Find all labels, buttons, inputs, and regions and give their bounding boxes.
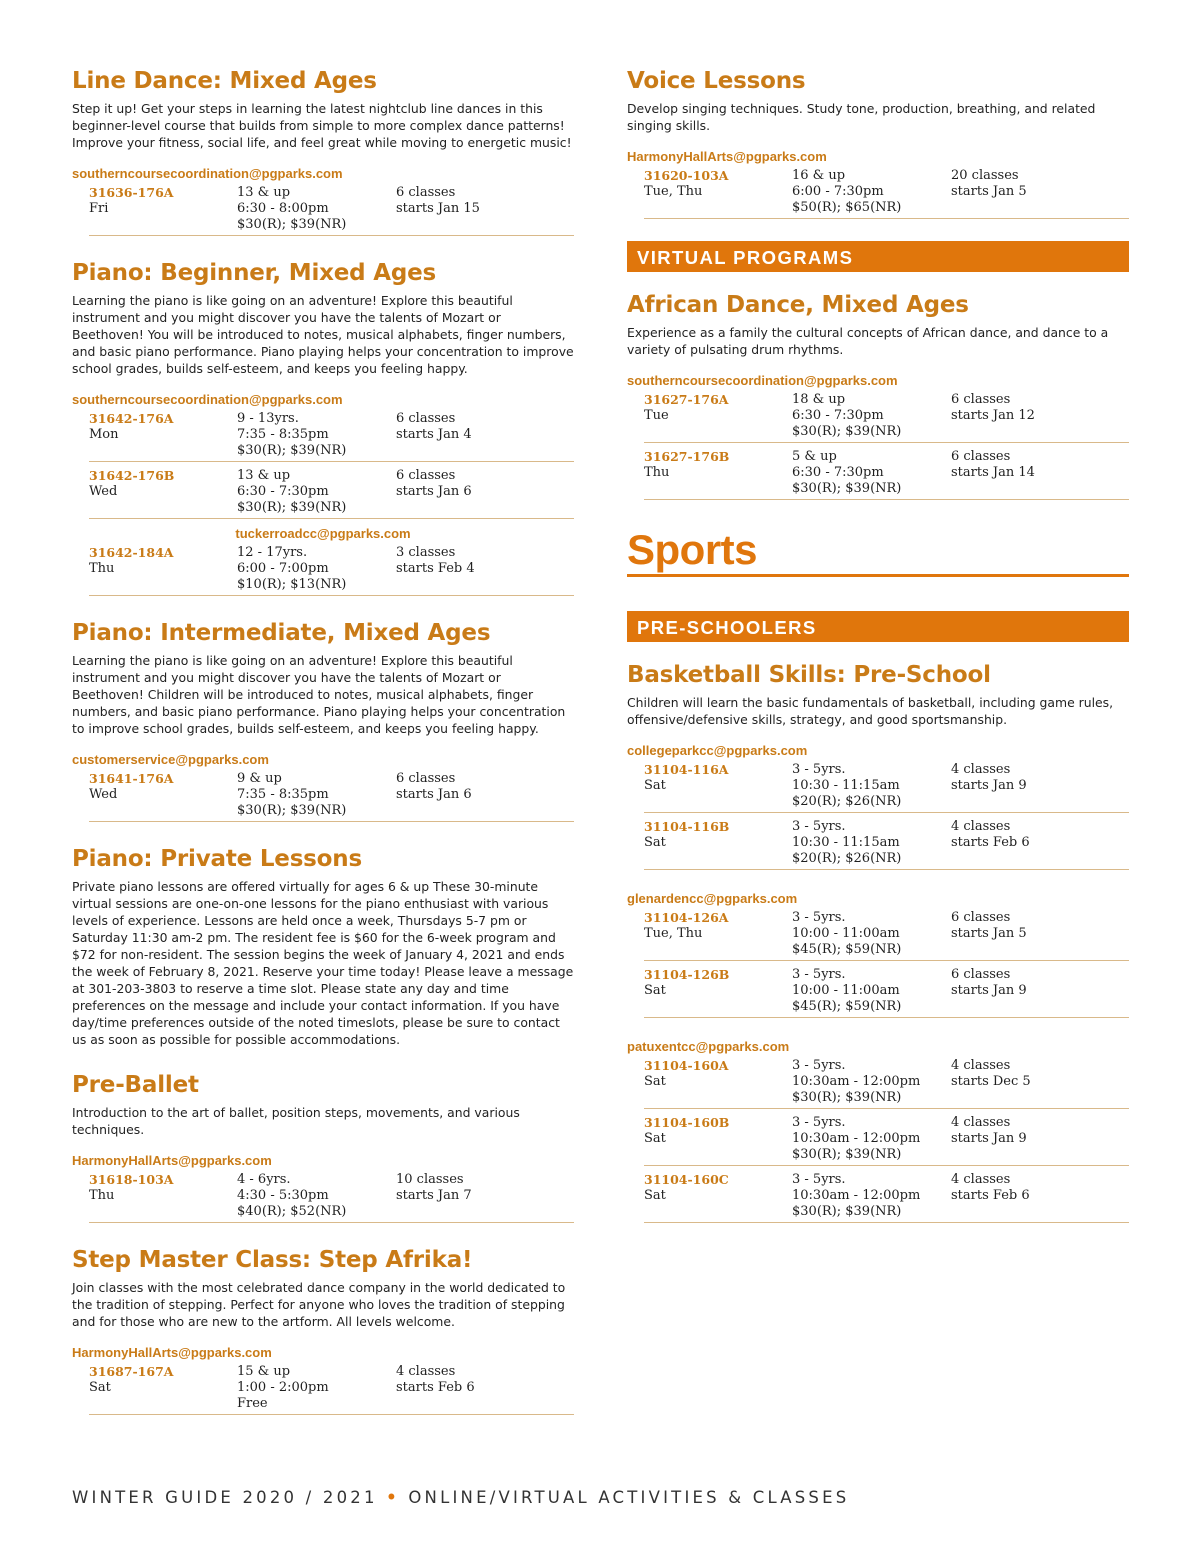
course-classes: 6 classes	[951, 449, 1011, 464]
course-days: Fri	[89, 201, 109, 216]
course-age: 13 & up	[237, 468, 291, 483]
course-age: 15 & up	[237, 1364, 291, 1379]
course-fee: $45(R); $59(NR)	[792, 942, 902, 957]
course-code: 31104-116B	[644, 819, 730, 834]
course-start: starts Jan 14	[951, 465, 1035, 480]
contact-email[interactable]: southerncoursecoordination@pgparks.com	[72, 166, 343, 181]
course-line-dance	[72, 66, 574, 236]
course-fee: Free	[237, 1396, 268, 1411]
contact-email[interactable]: southerncoursecoordination@pgparks.com	[72, 392, 343, 407]
contact-email[interactable]: patuxentcc@pgparks.com	[627, 1039, 790, 1054]
course-age: 9 & up	[237, 771, 282, 786]
footer-separator: •	[386, 1488, 400, 1507]
course-fee: $50(R); $65(NR)	[792, 200, 902, 215]
course-time: 7:35 - 8:35pm	[237, 427, 329, 442]
course-days: Thu	[89, 561, 115, 576]
course-start: starts Jan 5	[951, 184, 1027, 199]
course-age: 13 & up	[237, 185, 291, 200]
course-description: Develop singing techniques. Study tone, production, breathing, and related singing skills.	[627, 101, 1096, 133]
course-code: 31636-176A	[89, 185, 174, 200]
section-row	[89, 409, 574, 462]
course-start: starts Jan 9	[951, 778, 1027, 793]
course-start: starts Jan 9	[951, 983, 1027, 998]
course-age: 3 - 5yrs.	[792, 1115, 846, 1130]
course-description: Experience as a family the cultural concepts of African dance, and dance to a variety of pulsating drum rhythms.	[627, 325, 1109, 357]
course-code: 31104-126A	[644, 910, 729, 925]
sports-heading: Sports	[627, 526, 1129, 577]
section-row	[644, 390, 1129, 443]
footer-guide-title: WINTER GUIDE 2020 / 2021	[72, 1488, 378, 1507]
pre-schoolers-banner: PRE-SCHOOLERS	[627, 611, 1129, 642]
course-days: Wed	[89, 787, 118, 802]
course-african-dance	[627, 290, 1129, 500]
course-fee: $30(R); $39(NR)	[792, 1090, 902, 1105]
course-fee: $30(R); $39(NR)	[792, 1204, 902, 1219]
course-code: 31642-176B	[89, 468, 175, 483]
course-days: Sat	[644, 835, 666, 850]
section-row	[89, 183, 574, 236]
course-code: 31104-160B	[644, 1115, 730, 1130]
course-age: 9 - 13yrs.	[237, 411, 299, 426]
contact-email[interactable]: tuckerroadcc@pgparks.com	[235, 526, 411, 541]
course-fee: $10(R); $13(NR)	[237, 577, 347, 592]
course-time: 10:30am - 12:00pm	[792, 1074, 921, 1089]
course-code: 31620-103A	[644, 168, 729, 183]
course-code: 31687-167A	[89, 1364, 174, 1379]
contact-email[interactable]: collegeparkcc@pgparks.com	[627, 743, 808, 758]
course-time: 10:00 - 11:00am	[792, 983, 900, 998]
left-column	[72, 66, 574, 1437]
course-classes: 6 classes	[396, 468, 456, 483]
course-time: 10:30 - 11:15am	[792, 778, 900, 793]
course-code: 31627-176B	[644, 449, 730, 464]
course-classes: 6 classes	[396, 411, 456, 426]
course-start: starts Jan 12	[951, 408, 1035, 423]
course-fee: $30(R); $39(NR)	[237, 217, 347, 232]
course-piano-private	[72, 844, 574, 1048]
course-classes: 4 classes	[951, 1172, 1011, 1187]
section-row	[89, 466, 574, 519]
course-time: 6:30 - 7:30pm	[237, 484, 329, 499]
section-row	[644, 447, 1129, 500]
course-age: 3 - 5yrs.	[792, 910, 846, 925]
course-age: 3 - 5yrs.	[792, 762, 846, 777]
contact-email[interactable]: customerservice@pgparks.com	[72, 752, 269, 767]
course-time: 6:00 - 7:30pm	[792, 184, 884, 199]
course-time: 6:30 - 8:00pm	[237, 201, 329, 216]
section-row	[644, 908, 1129, 961]
course-classes: 6 classes	[951, 910, 1011, 925]
course-code: 31627-176A	[644, 392, 729, 407]
course-time: 4:30 - 5:30pm	[237, 1188, 329, 1203]
course-days: Sat	[89, 1380, 111, 1395]
course-days: Tue, Thu	[644, 926, 703, 941]
section-row	[89, 1170, 574, 1223]
course-time: 1:00 - 2:00pm	[237, 1380, 329, 1395]
course-age: 16 & up	[792, 168, 846, 183]
course-basketball-skills	[627, 660, 1129, 1223]
course-age: 4 - 6yrs.	[237, 1172, 291, 1187]
section-row	[89, 769, 574, 822]
course-age: 3 - 5yrs.	[792, 1172, 846, 1187]
course-start: starts Feb 6	[951, 1188, 1030, 1203]
course-age: 3 - 5yrs.	[792, 819, 846, 834]
course-title: Basketball Skills: Pre-School	[627, 662, 991, 688]
course-code: 31641-176A	[89, 771, 174, 786]
course-start: starts Jan 6	[396, 787, 472, 802]
course-fee: $30(R); $39(NR)	[792, 1147, 902, 1162]
course-title: Step Master Class: Step Afrika!	[72, 1247, 473, 1273]
course-fee: $30(R); $39(NR)	[237, 500, 347, 515]
section-row	[644, 817, 1129, 870]
course-voice-lessons	[627, 66, 1129, 219]
course-start: starts Feb 4	[396, 561, 475, 576]
course-time: 10:30am - 12:00pm	[792, 1188, 921, 1203]
page-footer	[72, 1488, 849, 1507]
course-fee: $30(R); $39(NR)	[237, 803, 347, 818]
course-title: Piano: Private Lessons	[72, 846, 362, 872]
course-age: 3 - 5yrs.	[792, 1058, 846, 1073]
course-days: Wed	[89, 484, 118, 499]
course-description: Step it up! Get your steps in learning the latest nightclub line dances in this beginner-level course that builds from simple to more complex dance patterns! Improve your fitness, social life, and feel great while moving to energetic music!	[72, 101, 572, 150]
course-title: Pre-Ballet	[72, 1072, 199, 1098]
course-classes: 10 classes	[396, 1172, 464, 1187]
course-description: Private piano lessons are offered virtually for ages 6 & up These 30-minute virtual sessions are one-on-one lessons for the piano enthusiast with various levels of experience. Lessons are held once a week, Thursdays 5-7 pm or Saturday 11:30 am-2 pm. The resident fee is $60 for the 6-week program and $72 for non-resident. The session begins the week of January 4, 2021 and ends the week of February 8, 2021. Reserve your time today! Please leave a message at 301-203-3803 to reserve a time slot. Please state any day and time preferences on the message and include your contact information. If you have day/time preferences outside of the noted timeslots, please be sure to contact us as soon as possible for possible accommodations.	[72, 879, 574, 1047]
course-title: African Dance, Mixed Ages	[627, 292, 969, 318]
contact-email[interactable]: HarmonyHallArts@pgparks.com	[627, 149, 827, 164]
course-age: 3 - 5yrs.	[792, 967, 846, 982]
course-classes: 6 classes	[396, 771, 456, 786]
course-title: Piano: Beginner, Mixed Ages	[72, 260, 437, 286]
contact-email[interactable]: HarmonyHallArts@pgparks.com	[72, 1153, 272, 1168]
course-classes: 6 classes	[951, 967, 1011, 982]
course-days: Sat	[644, 1131, 666, 1146]
course-days: Sat	[644, 983, 666, 998]
course-time: 6:30 - 7:30pm	[792, 465, 884, 480]
course-days: Thu	[644, 465, 670, 480]
course-age: 5 & up	[792, 449, 837, 464]
course-start: starts Jan 9	[951, 1131, 1027, 1146]
course-title: Voice Lessons	[627, 68, 806, 94]
course-code: 31104-160A	[644, 1058, 729, 1073]
section-row	[89, 1362, 574, 1415]
course-step-master	[72, 1245, 574, 1415]
course-start: starts Feb 6	[951, 835, 1030, 850]
course-days: Sat	[644, 1188, 666, 1203]
course-start: starts Jan 4	[396, 427, 472, 442]
course-start: starts Jan 6	[396, 484, 472, 499]
course-fee: $40(R); $52(NR)	[237, 1204, 347, 1219]
course-fee: $20(R); $26(NR)	[792, 851, 902, 866]
section-row	[644, 1113, 1129, 1166]
course-age: 18 & up	[792, 392, 846, 407]
course-fee: $30(R); $39(NR)	[792, 424, 902, 439]
course-days: Tue, Thu	[644, 184, 703, 199]
course-description: Introduction to the art of ballet, position steps, movements, and various techniques.	[72, 1105, 520, 1137]
course-time: 10:30 - 11:15am	[792, 835, 900, 850]
contact-email[interactable]: southerncoursecoordination@pgparks.com	[627, 373, 898, 388]
course-fee: $30(R); $39(NR)	[792, 481, 902, 496]
course-classes: 4 classes	[951, 762, 1011, 777]
contact-email[interactable]: glenardencc@pgparks.com	[627, 891, 798, 906]
course-fee: $20(R); $26(NR)	[792, 794, 902, 809]
course-code: 31642-176A	[89, 411, 174, 426]
section-row	[644, 965, 1129, 1018]
course-classes: 6 classes	[951, 392, 1011, 407]
course-days: Tue	[644, 408, 669, 423]
course-time: 6:00 - 7:00pm	[237, 561, 329, 576]
course-fee: $45(R); $59(NR)	[792, 999, 902, 1014]
course-age: 12 - 17yrs.	[237, 545, 308, 560]
course-code: 31642-184A	[89, 545, 174, 560]
course-classes: 4 classes	[951, 1058, 1011, 1073]
course-start: starts Jan 15	[396, 201, 480, 216]
section-row	[644, 1056, 1129, 1109]
course-classes: 6 classes	[396, 185, 456, 200]
course-title: Piano: Intermediate, Mixed Ages	[72, 620, 491, 646]
course-days: Mon	[89, 427, 119, 442]
course-start: starts Feb 6	[396, 1380, 475, 1395]
course-code: 31104-116A	[644, 762, 729, 777]
course-title: Line Dance: Mixed Ages	[72, 68, 377, 94]
course-start: starts Dec 5	[951, 1074, 1031, 1089]
course-description: Join classes with the most celebrated dance company in the world dedicated to the tradition of stepping. Perfect for anyone who loves the tradition of stepping and for those who are new to the artform. All levels welcome.	[72, 1280, 566, 1329]
course-days: Sat	[644, 778, 666, 793]
right-column	[627, 66, 1129, 1245]
course-start: starts Jan 7	[396, 1188, 472, 1203]
course-days: Thu	[89, 1188, 115, 1203]
contact-email[interactable]: HarmonyHallArts@pgparks.com	[72, 1345, 272, 1360]
course-classes: 4 classes	[951, 819, 1011, 834]
course-description: Learning the piano is like going on an adventure! Explore this beautiful instrument and you might discover you have the talents of Mozart or Beethoven! You will be introduced to notes, musical alphabets, finger numbers, and basic piano performance. Piano playing helps your concentration to improve school grades, builds self-esteem, and keeps you feeling happy.	[72, 293, 574, 376]
virtual-programs-banner: VIRTUAL PROGRAMS	[627, 241, 1129, 272]
course-classes: 4 classes	[951, 1115, 1011, 1130]
course-time: 10:30am - 12:00pm	[792, 1131, 921, 1146]
course-code: 31104-160C	[644, 1172, 729, 1187]
course-piano-intermediate	[72, 618, 574, 822]
course-description: Children will learn the basic fundamentals of basketball, including game rules, offensive/defensive skills, strategy, and good sportsmanship.	[627, 695, 1114, 727]
section-row	[644, 760, 1129, 813]
course-code: 31104-126B	[644, 967, 730, 982]
course-description: Learning the piano is like going on an adventure! Explore this beautiful instrument and you might discover you have the talents of Mozart or Beethoven! Children will be introduced to notes, musical alphabets, finger numbers, and basic piano performance. Piano playing helps your concentration to improve school grades, builds self-esteem, and keeps you feeling happy.	[72, 653, 566, 736]
course-time: 10:00 - 11:00am	[792, 926, 900, 941]
course-time: 6:30 - 7:30pm	[792, 408, 884, 423]
course-classes: 20 classes	[951, 168, 1019, 183]
course-classes: 4 classes	[396, 1364, 456, 1379]
section-row	[644, 1170, 1129, 1223]
course-pre-ballet	[72, 1070, 574, 1223]
course-time: 7:35 - 8:35pm	[237, 787, 329, 802]
section-row	[89, 543, 574, 596]
section-row	[644, 166, 1129, 219]
course-days: Sat	[644, 1074, 666, 1089]
course-start: starts Jan 5	[951, 926, 1027, 941]
course-classes: 3 classes	[396, 545, 456, 560]
course-fee: $30(R); $39(NR)	[237, 443, 347, 458]
footer-section-title: ONLINE/VIRTUAL ACTIVITIES & CLASSES	[408, 1488, 850, 1507]
course-piano-beginner	[72, 258, 574, 596]
course-code: 31618-103A	[89, 1172, 174, 1187]
